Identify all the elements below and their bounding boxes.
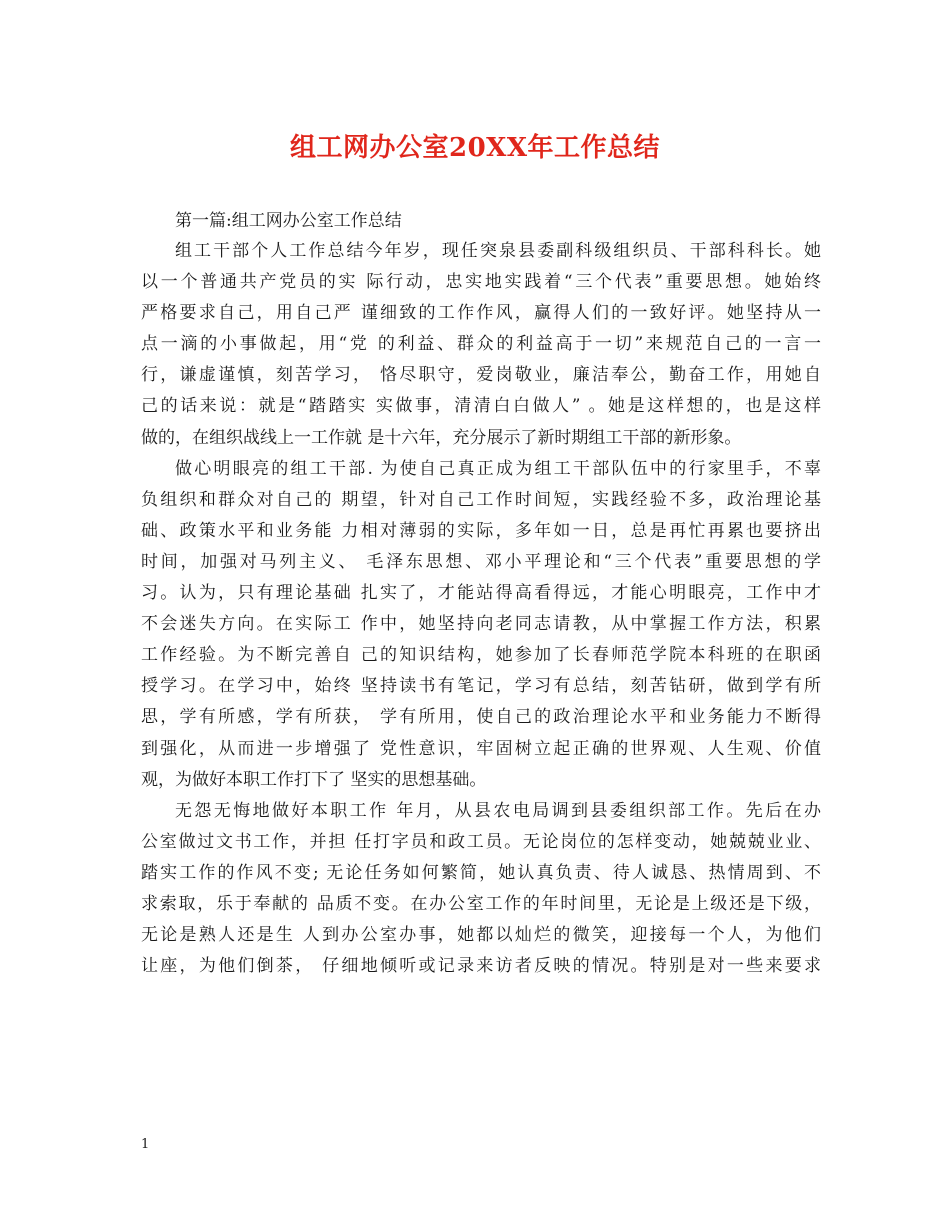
text-line: 础、政策水平和业务能 力相对薄弱的实际，多年如一日，总是再忙再累也要挤出 <box>141 520 821 541</box>
text-line: 习。认为，只有理论基础 扎实了，才能站得高看得远，才能心明眼亮，工作中才 <box>141 583 821 604</box>
text-line: 到强化，从而进一步增强了 党性意识，牢固树立起正确的世界观、人生观、价值 <box>141 738 821 759</box>
text-line: 负组织和群众对自己的 期望，针对自己工作时间短，实践经验不多，政治理论基 <box>141 489 821 510</box>
text-line: 做心明眼亮的组工干部. 为使自己真正成为组工干部队伍中的行家里手，不辜 <box>175 458 821 479</box>
text-line: 求索取，乐于奉献的 品质不变。在办公室工作的年时间里，无论是上级还是下级， <box>141 893 821 914</box>
document-body <box>141 206 821 982</box>
page-number: 1 <box>141 1137 150 1152</box>
text-line: 己的话来说：就是“踏踏实 实做事，清清白白做人” 。她是这样想的，也是这样 <box>141 396 821 417</box>
text-line: 授学习。在学习中，始终 坚持读书有笔记，学习有总结，刻苦钻研，做到学有所 <box>141 676 821 697</box>
text-line: 严格要求自己，用自己严 谨细致的工作作风，赢得人们的一致好评。她坚持从一 <box>141 303 821 324</box>
text-line: 公室做过文书工作，并担 任打字员和政工员。无论岗位的怎样变动，她兢兢业业、 <box>141 831 821 852</box>
text-line: 无论是熟人还是生 人到办公室办事，她都以灿烂的微笑，迎接每一个人，为他们 <box>141 925 821 946</box>
text-line: 工作经验。为不断完善自 己的知识结构，她参加了长春师范学院本科班的在职函 <box>141 645 821 666</box>
text-line: 无怨无悔地做好本职工作 年月，从县农电局调到县委组织部工作。先后在办 <box>175 800 821 821</box>
text-line: 观，为做好本职工作打下了 坚实的思想基础。 <box>141 769 487 790</box>
text-line: 组工干部个人工作总结今年岁，现任突泉县委副科级组织员、干部科科长。她 <box>175 241 821 261</box>
text-line: 踏实工作的作风不变; 无论任务如何繁简，她认真负责、待人诚恳、热情周到、不 <box>141 862 821 883</box>
paragraph <box>141 796 821 983</box>
text-line: 以一个普通共产党员的实 际行动，忠实地实践着“三个代表”重要思想。她始终 <box>141 272 821 293</box>
paragraph <box>141 454 821 796</box>
section-heading: 第一篇:组工网办公室工作总结 <box>175 211 402 231</box>
text-line: 时间，加强对马列主义、 毛泽东思想、邓小平理论和“三个代表”重要思想的学 <box>141 551 821 572</box>
text-line: 点一滴的小事做起，用“党 的利益、群众的利益高于一切”来规范自己的一言一 <box>141 334 821 355</box>
text-line: 让座，为他们倒茶， 仔细地倾听或记录来访者反映的情况。特别是对一些来要求 <box>141 956 821 977</box>
text-line: 做的，在组织战线上一工作就 是十六年，充分展示了新时期组工干部的新形象。 <box>141 427 742 448</box>
page-title: 组工网办公室20XX年工作总结 <box>289 133 661 163</box>
text-line: 行，谦虚谨慎，刻苦学习， 恪尽职守，爱岗敬业，廉洁奉公，勤奋工作，用她自 <box>141 365 821 386</box>
text-line: 不会迷失方向。在实际工 作中，她坚持向老同志请教，从中掌握工作方法，积累 <box>141 614 821 635</box>
text-line: 思，学有所感，学有所获， 学有所用，使自己的政治理论水平和业务能力不断得 <box>141 707 821 728</box>
paragraph <box>141 236 821 454</box>
